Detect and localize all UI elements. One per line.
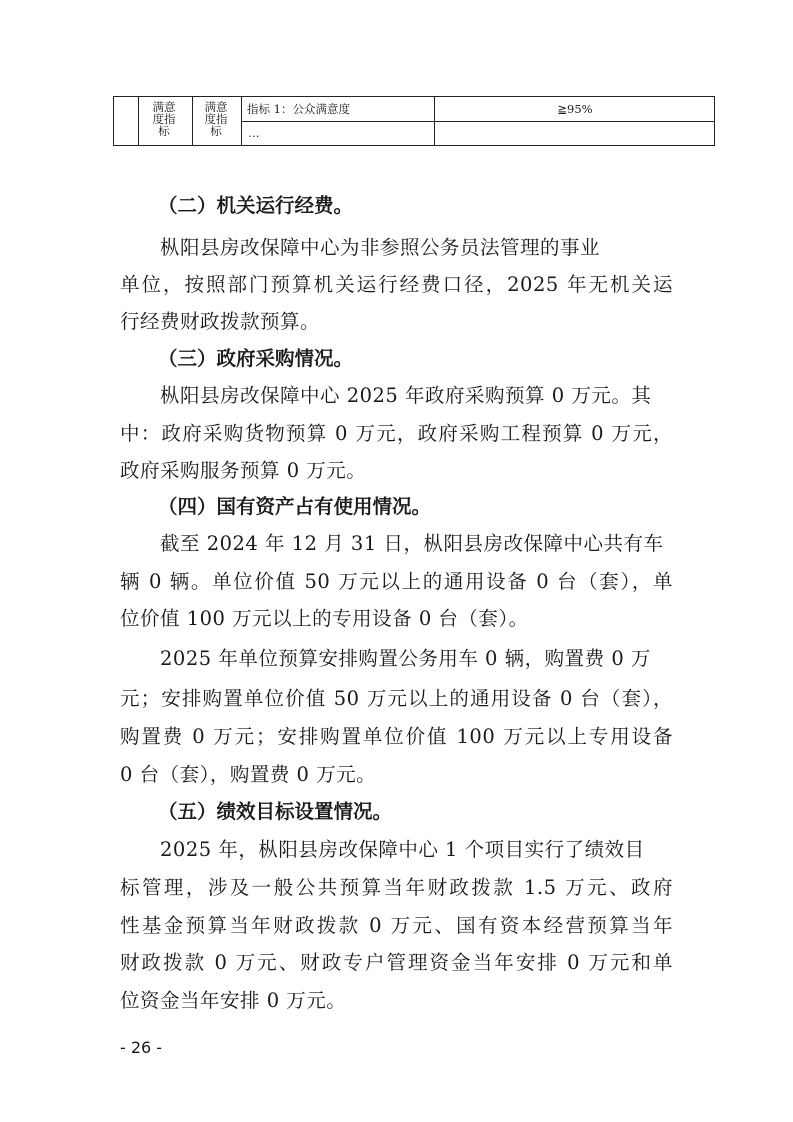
section-heading-4: （四）国有资产占有使用情况。 — [158, 495, 432, 518]
paragraph-line: 中：政府采购货物预算 0 万元，政府采购工程预算 0 万元， — [120, 422, 673, 445]
table-divider — [192, 97, 193, 145]
category-cell-1: 满意 度指 标 — [152, 100, 176, 138]
indicator-label: 指标 1：公众满意度 — [247, 102, 350, 116]
paragraph-line: 性基金预算当年财政拨款 0 万元、国有资本经营预算当年 — [120, 914, 673, 937]
paragraph-line: 2025 年，枞阳县房改保障中心 1 个项目实行了绩效目 — [160, 838, 645, 861]
indicator-table — [113, 96, 715, 146]
table-divider — [241, 121, 714, 122]
indicator-ellipsis: … — [248, 126, 260, 140]
paragraph-line: 辆 0 辆。单位价值 50 万元以上的通用设备 0 台（套），单 — [120, 570, 673, 593]
category-cell-2: 满意 度指 标 — [204, 100, 228, 138]
paragraph-line: 单位，按照部门预算机关运行经费口径，2025 年无机关运 — [120, 273, 673, 296]
paragraph-line: 枞阳县房改保障中心 2025 年政府采购预算 0 万元。其 — [160, 384, 652, 407]
paragraph-line: 购置费 0 万元；安排购置单位价值 100 万元以上专用设备 — [120, 725, 673, 748]
paragraph-line: 标管理，涉及一般公共预算当年财政拨款 1.5 万元、政府 — [120, 876, 673, 899]
paragraph-line: 位价值 100 万元以上的专用设备 0 台（套）。 — [120, 607, 529, 630]
section-heading-5: （五）绩效目标设置情况。 — [158, 800, 393, 823]
paragraph-line: 枞阳县房改保障中心为非参照公务员法管理的事业 — [160, 236, 601, 259]
paragraph-line: 位资金当年安排 0 万元。 — [120, 989, 347, 1012]
table-divider — [138, 97, 139, 145]
section-heading-2: （二）机关运行经费。 — [158, 194, 354, 217]
page-number: - 26 - — [120, 1038, 163, 1057]
paragraph-line: 0 台（套），购置费 0 万元。 — [120, 763, 377, 786]
paragraph-line: 2025 年单位预算安排购置公务用车 0 辆，购置费 0 万 — [160, 647, 651, 670]
paragraph-line: 截至 2024 年 12 月 31 日，枞阳县房改保障中心共有车 — [160, 532, 664, 555]
paragraph-line: 行经费财政拨款预算。 — [120, 310, 321, 333]
indicator-value: ≧95% — [557, 102, 593, 116]
paragraph-line: 元；安排购置单位价值 50 万元以上的通用设备 0 台（套）， — [120, 687, 673, 710]
section-heading-3: （三）政府采购情况。 — [158, 347, 354, 370]
paragraph-line: 政府采购服务预算 0 万元。 — [120, 459, 367, 482]
paragraph-line: 财政拨款 0 万元、财政专户管理资金当年安排 0 万元和单 — [120, 951, 673, 974]
